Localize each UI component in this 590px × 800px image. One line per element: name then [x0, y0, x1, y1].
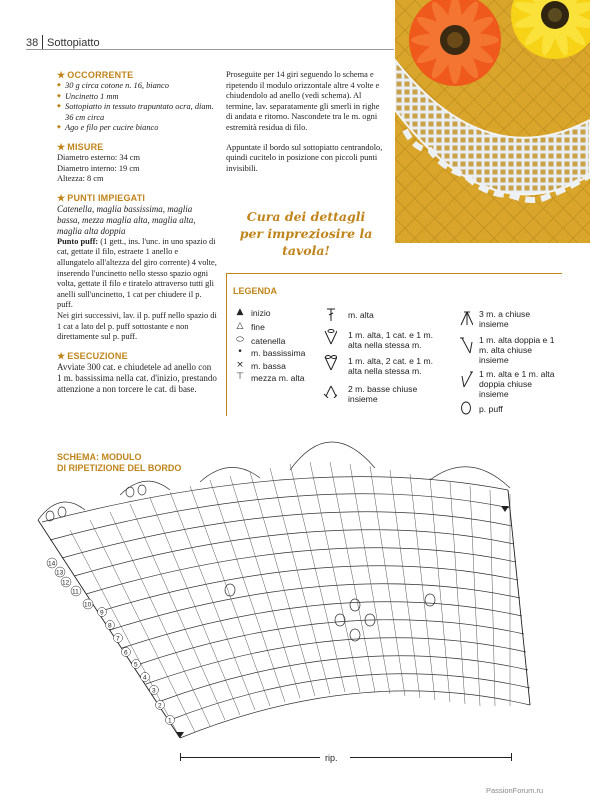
dc3tog-icon — [459, 310, 473, 326]
legend-label: 1 m. alta doppia e 1 m. alta chiuse insieme — [479, 335, 555, 365]
left-column — [57, 70, 217, 395]
esecuzione-title — [57, 351, 217, 362]
legend-label: m. bassa — [251, 361, 286, 371]
tagline-line: per impreziosire la tavola! — [239, 226, 373, 258]
puff-text-2: Nei giri successivi, lav. il p. puff nello spazio di 1 cat a lato del p. puff sottostante e non direttamente sul p. puff. — [57, 310, 217, 342]
occorrente-title — [57, 70, 217, 81]
row-number: 4 — [143, 674, 147, 682]
star-icon: ★ — [57, 141, 66, 152]
punti-title — [57, 193, 217, 204]
legend-label: inizio — [251, 308, 271, 318]
puff-icon — [460, 401, 474, 415]
repeat-bracket-right — [511, 753, 512, 761]
placemat-photo-art — [395, 0, 590, 243]
row-number: 9 — [100, 609, 104, 617]
start-marker-icon — [501, 506, 509, 512]
row-number: 12 — [62, 579, 70, 587]
occorrente-item: ◆ Uncinetto 1 mm — [57, 92, 217, 103]
row-number: 3 — [152, 687, 156, 695]
row-number: 13 — [56, 569, 64, 577]
tr-dc-tog-icon — [459, 336, 473, 354]
repeat-line — [180, 757, 320, 758]
occorrente-title-text: OCCORRENTE — [67, 70, 134, 80]
oval-icon: ⬭ — [236, 335, 244, 345]
occorrente-item: ◆ 30 g circa cotone n. 16, bianco — [57, 81, 217, 92]
crochet-diagram — [30, 420, 560, 750]
repeat-line — [350, 757, 512, 758]
sc2tog-icon — [323, 384, 337, 398]
legend-label: 1 m. alta, 2 cat. e 1 m. alta nella stessa m. — [348, 356, 434, 376]
header-divider — [42, 35, 43, 49]
legend-label: 3 m. a chiuse insieme — [479, 309, 531, 329]
misure-line: Diametro esterno: 34 cm — [57, 152, 141, 162]
legend-label: mezza m. alta — [251, 373, 305, 383]
puff-label: Punto puff: — [57, 236, 99, 246]
dc-icon — [325, 308, 339, 322]
misure-line: Diametro interno: 19 cm — [57, 163, 140, 173]
row-number: 10 — [84, 601, 92, 609]
row-number: 1 — [168, 717, 172, 725]
star-icon: ★ — [57, 192, 66, 203]
placemat-photo — [395, 0, 590, 243]
esecuzione-text: Avviate 300 cat. e chiudetele ad anello con 1 m. bassissima nella cat. d'inizio, prestando attenzione a non torcere le cat. di base. — [57, 361, 217, 394]
instructions-paragraph: Proseguite per 14 giri seguendo lo schema e ripetendo il modulo orizzontale altre 4 volte e chiudendolo ad anello (vedi schema). Al termine, lav. separatamente gli smerli in righe di andata e ritorno. Nascondete tra le m. ogni estremità residua di filo. — [226, 70, 380, 132]
legend-label: catenella — [251, 336, 286, 346]
filled-triangle-icon: ▲ — [236, 307, 244, 317]
legend-label: 2 m. basse chiuse insieme — [348, 384, 418, 404]
tagline-line: Cura dei dettagli — [246, 209, 366, 224]
row-number: 6 — [124, 649, 128, 657]
dc-2ch-dc-icon — [323, 355, 337, 371]
legend-label: fine — [251, 322, 265, 332]
legend-label: 1 m. alta, 1 cat. e 1 m. alta nella stessa m. — [348, 330, 434, 350]
header-rule — [26, 49, 394, 50]
row-number: 7 — [116, 635, 120, 643]
misure-line: Altezza: 8 cm — [57, 174, 104, 184]
instructions-paragraph: Appuntate il bordo sul sottopiatto centrandolo, quindi cucitelo in posizione con piccoli punti invisibili. — [226, 142, 383, 173]
legend-box — [226, 273, 562, 416]
right-column — [226, 70, 386, 183]
legend-label: m. alta — [348, 310, 374, 320]
dc-tr-tog-icon — [459, 370, 473, 388]
dot-icon: • — [237, 347, 243, 357]
misure-title-text: MISURE — [67, 141, 104, 152]
star-icon: ★ — [57, 350, 66, 361]
esecuzione-title-text: ESECUZIONE — [67, 350, 128, 361]
schema-title-line: SCHEMA: MODULO — [57, 452, 142, 462]
t-stitch-icon: ⊤ — [236, 372, 244, 382]
puff-description — [57, 237, 217, 311]
punti-list: Catenella, maglia bassissima, maglia bassa, mezza maglia alta, maglia alta, maglia alta doppia — [57, 203, 196, 236]
row-number: 5 — [134, 661, 138, 669]
legend-label: 1 m. alta e 1 m. alta doppia chiuse insieme — [479, 369, 555, 399]
punti-title-text: PUNTI IMPIEGATI — [67, 192, 146, 203]
puff-text: (1 gett., ins. l'unc. in uno spazio di cat, gettate il filo, estraete 1 anello e allungatelo all'altezza del giro corrente) 4 volte, inserendo l'uncinetto nello stesso spazio ogni volta, gettate il filo e tiratelo attraverso tutti gli anelli sull'uncinetto, 1 cat per chiudere il p. puff. — [57, 236, 217, 310]
occorrente-item: ◆ Ago e filo per cucire bianco — [57, 123, 217, 134]
tagline — [222, 208, 390, 259]
legend-title: LEGENDA — [233, 286, 278, 296]
cross-icon: × — [236, 360, 244, 370]
section-title: Sottopiatto — [47, 37, 100, 49]
dc-ch-dc-icon — [323, 329, 337, 345]
repeat-label: rip. — [325, 753, 338, 763]
legend-label: m. bassissima — [251, 348, 306, 358]
row-number: 2 — [158, 702, 162, 710]
row-number: 11 — [72, 588, 79, 596]
page-number: 38 — [26, 37, 39, 49]
row-number: 8 — [108, 622, 112, 630]
occorrente-item: ◆ Sottopiatto in tessuto trapuntato ocra, diam. 36 cm circa — [57, 102, 217, 123]
watermark: PassionForum.ru — [486, 786, 544, 795]
row-number: 14 — [48, 560, 56, 568]
star-icon: ★ — [57, 70, 66, 80]
schema-title-line: DI RIPETIZIONE DEL BORDO — [57, 463, 182, 473]
outline-triangle-icon: △ — [236, 321, 244, 331]
misure-title — [57, 142, 217, 153]
legend-label: p. puff — [479, 404, 503, 414]
